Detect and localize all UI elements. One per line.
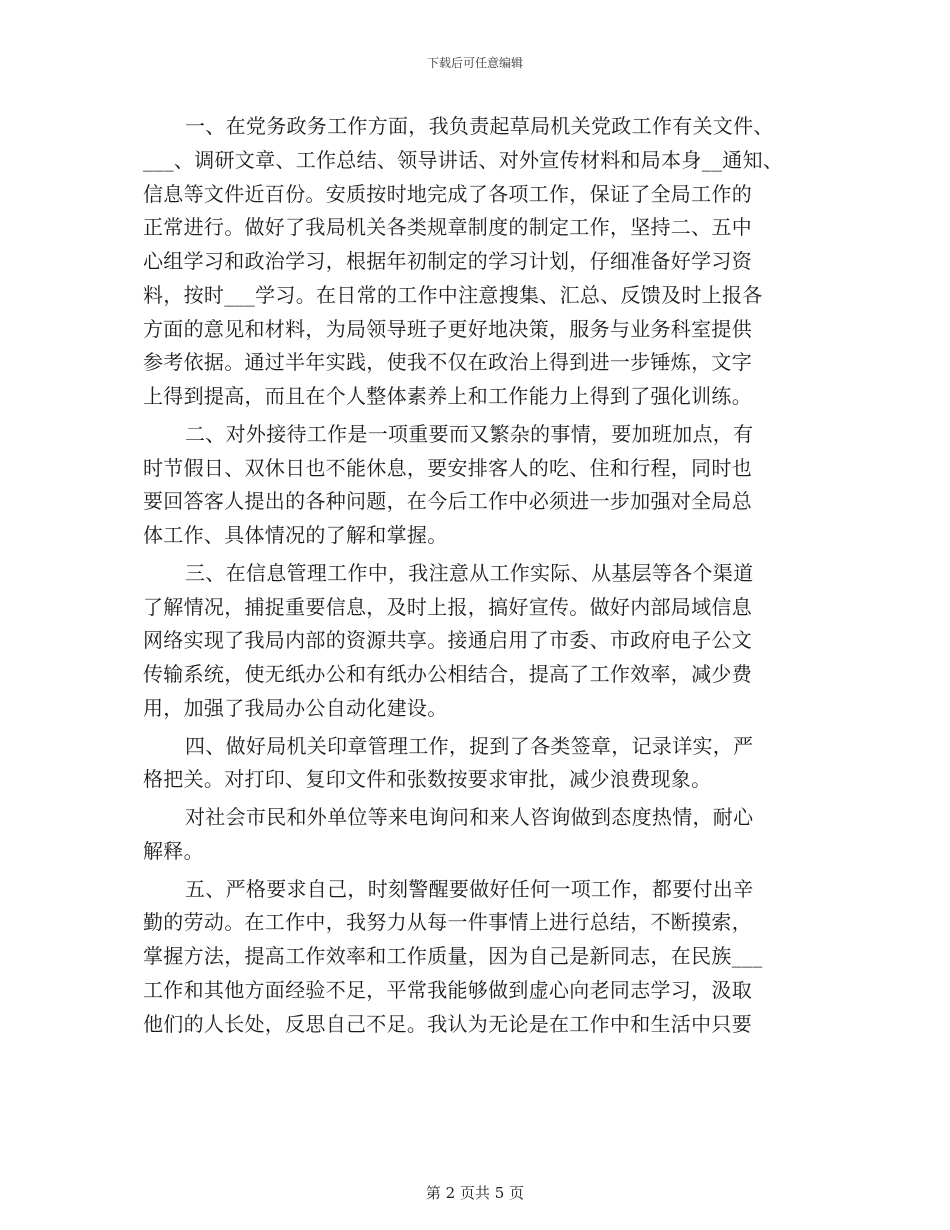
document-body <box>143 110 823 1041</box>
text-line: 要回答客人提出的各种问题，在今后工作中必须进一步加强对全局总 <box>143 489 752 514</box>
paragraph-2 <box>143 418 823 553</box>
text-line: 网络实现了我局内部的资源共享。接通启用了市委、市政府电子公文 <box>143 628 752 653</box>
text-line: 二、对外接待工作是一项重要而又繁杂的事情，要加班加点，有 <box>185 421 754 446</box>
text-line: 心组学习和政治学习，根据年初制定的学习计划，仔细准备好学习资 <box>143 249 752 273</box>
text-line: 了解情况，捕捉重要信息，及时上报，搞好宣传。做好内部局域信息 <box>143 594 752 619</box>
text-line: 参考依据。通过半年实践，使我不仅在政治上得到进一步锤炼，文字 <box>143 350 752 375</box>
text-line: 体工作、具体情况的了解和掌握。 <box>143 523 448 547</box>
text-line: 掌握方法，提高工作效率和工作质量，因为自己是新同志，在民族___ <box>143 944 763 968</box>
text-line: 一、在党务政务工作方面，我负责起草局机关党政工作有关文件、 <box>185 114 774 138</box>
text-line: 方面的意见和材料，为局领导班子更好地决策，服务与业务科室提供 <box>143 316 752 341</box>
paragraph-3 <box>143 557 823 726</box>
text-line: 用，加强了我局办公自动化建设。 <box>143 695 448 720</box>
text-line: 五、严格要求自己，时刻警醒要做好任何一项工作，都要付出辛 <box>185 876 754 901</box>
paragraph-6 <box>143 873 823 1042</box>
page-footer: 第 2 页共 5 页 <box>425 1184 525 1202</box>
paragraph-4 <box>143 730 823 798</box>
text-line: 传输系统，使无纸办公和有纸办公相结合，提高了工作效率，减少费 <box>143 662 752 686</box>
paragraph-5 <box>143 801 823 869</box>
text-line: 正常进行。做好了我局机关各类规章制度的制定工作，坚持二、五中 <box>143 215 752 240</box>
text-line: 勤的劳动。在工作中，我努力从每一件事情上进行总结，不断摸索， <box>143 910 752 935</box>
paragraph-1 <box>143 110 823 414</box>
text-line: 对社会市民和外单位等来电询问和来人咨询做到态度热情，耐心 <box>185 805 754 829</box>
text-line: 信息等文件近百份。安质按时地完成了各项工作，保证了全局工作的 <box>143 181 752 206</box>
text-line: 工作和其他方面经验不足，平常我能够做到虚心向老同志学习，汲取 <box>143 977 752 1002</box>
text-line: 格把关。对打印、复印文件和张数按要求审批，减少浪费现象。 <box>143 767 712 792</box>
text-line: 三、在信息管理工作中，我注意从工作实际、从基层等各个渠道 <box>185 560 754 585</box>
text-line: ___、调研文章、工作总结、领导讲话、对外宣传材料和局本身__通知、 <box>143 147 784 172</box>
text-line: 四、做好局机关印章管理工作，捉到了各类签章，记录详实，严 <box>185 733 754 758</box>
page-header: 下载后可任意编辑 <box>426 56 523 70</box>
text-line: 解释。 <box>143 838 204 863</box>
text-line: 时节假日、双休日也不能休息，要安排客人的吃、住和行程，同时也 <box>143 455 752 480</box>
text-line: 上得到提高，而且在个人整体素养上和工作能力上得到了强化训练。 <box>143 384 752 408</box>
text-line: 料，按时___学习。在日常的工作中注意搜集、汇总、反馈及时上报各 <box>143 282 763 307</box>
text-line: 他们的人长处，反思自己不足。我认为无论是在工作中和生活中只要 <box>143 1011 752 1036</box>
